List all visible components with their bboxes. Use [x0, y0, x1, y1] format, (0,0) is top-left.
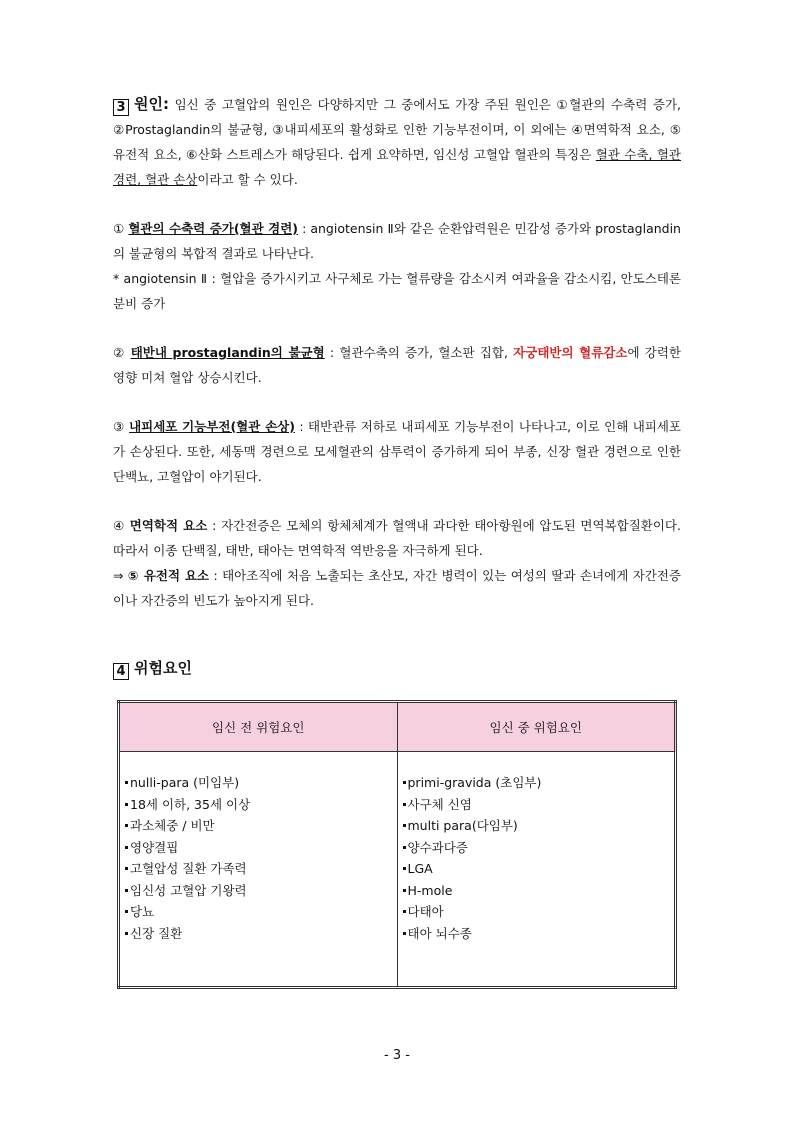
bullet-icon	[125, 824, 128, 827]
item2-text2: 에 강력한 영향 미쳐 혈압 상승시킨다.	[113, 345, 682, 385]
item1-note: * angiotensin Ⅱ : 혈압을 증가시키고 사구체로 가는 혈류량을 감소시켜 여과율을 감소시킴, 안도스테론 분비 증가	[113, 271, 681, 311]
header-during-pregnancy: 임신 중 위험요인	[397, 702, 676, 752]
list-item-text: multi para(다임부)	[407, 818, 518, 833]
list-item	[125, 837, 397, 859]
bullet-icon	[403, 824, 406, 827]
item5-text: : 태아조직에 처음 노출되는 초산모, 자간 병력이 있는 여성의 딸과 손녀에게 자간전증이나 자간증의 빈도가 높아지게 된다.	[113, 568, 682, 608]
list-item	[125, 923, 397, 945]
bullet-icon	[125, 932, 128, 935]
bullet-icon	[403, 889, 406, 892]
item4-title: 면역학적 요소	[129, 518, 208, 533]
list-item-text: 신장 질환	[130, 925, 183, 941]
list-item	[403, 837, 675, 859]
list-item	[403, 901, 675, 923]
item4-text: : 자간전증은 모체의 항체체계가 혈액내 과다한 태아항원에 압도된 면역복합질환이다. 따라서 이종 단백질, 태반, 태아는 면역학적 역반응을 자극하게 된다.	[113, 518, 681, 558]
bullet-icon	[403, 846, 406, 849]
section3-intro-text: 임신 중 고혈압의 원인은 다양하지만 그 중에서도 가장 주된 원인은 ①혈관의 수축력 증가, ②Prostaglandin의 불균형, ③내피세포의 활성화로 인한 기능부전이며, 이 외에는 ④면역학적 요소, ⑤유전적 요소, ⑥산화 스트레스가 해당된다. 쉽게 요약하면, 임신성 고혈압 혈관의 특징은	[113, 97, 681, 162]
bullet-icon	[125, 889, 128, 892]
list-item	[125, 772, 397, 794]
cause-item-1	[113, 216, 681, 266]
cause-item-5	[113, 563, 681, 613]
bullet-icon	[125, 803, 128, 806]
list-item-text: 고혈압성 질환 가족력	[130, 861, 247, 876]
section3-intro-end: 이라고 할 수 있다.	[197, 172, 298, 187]
section3-intro	[113, 92, 681, 192]
item5-number: ⑤	[127, 568, 144, 583]
item3-number: ③	[113, 419, 130, 434]
list-item	[125, 901, 397, 923]
header-before-pregnancy: 임신 전 위험요인	[119, 702, 398, 752]
section3-intro-underlined: 혈관 수축, 혈관 경련, 혈관 손상	[113, 147, 681, 187]
list-item	[125, 815, 397, 837]
risk-factor-table	[117, 700, 677, 989]
table-header-row	[119, 702, 676, 752]
section3-number-box: 3	[113, 99, 129, 116]
bullet-icon	[125, 910, 128, 913]
document-body	[113, 92, 681, 613]
bullet-icon	[125, 781, 128, 784]
bullet-icon	[125, 867, 128, 870]
during-pregnancy-list	[403, 772, 675, 944]
cause-item-4	[113, 513, 681, 563]
item2-highlight: 자궁태반의 혈류감소	[513, 345, 628, 360]
bullet-icon	[403, 803, 406, 806]
section4-heading	[113, 657, 192, 680]
bullet-icon	[125, 846, 128, 849]
cause-item-2	[113, 340, 681, 390]
bullet-icon	[403, 910, 406, 913]
item1-title: 혈관의 수축력 증가(혈관 경련)	[128, 221, 299, 236]
item2-title: 태반내 prostaglandin의 불균형	[130, 345, 325, 360]
list-item	[125, 858, 397, 880]
bullet-icon	[403, 781, 406, 784]
list-item-text: 태아 뇌수종	[407, 925, 472, 941]
list-item	[403, 923, 675, 945]
before-pregnancy-list	[125, 772, 397, 944]
cause-item-3	[113, 414, 681, 489]
list-item-text: 임신성 고혈압 기왕력	[130, 882, 247, 898]
list-item-text: primi-gravida (초임부)	[407, 775, 542, 790]
list-item-text: 18세 이하, 35세 이상	[130, 796, 251, 812]
list-item	[403, 815, 675, 837]
list-item-text: H-mole	[407, 882, 453, 898]
bullet-icon	[403, 867, 406, 870]
before-pregnancy-cell	[119, 752, 398, 988]
item2-number: ②	[113, 345, 131, 360]
list-item-text: 사구체 신염	[407, 796, 472, 812]
list-item-text: 양수과다증	[407, 839, 468, 855]
item3-title: 내피세포 기능부전(혈관 손상)	[129, 419, 295, 434]
item5-title: 유전적 요소	[143, 568, 209, 583]
page-number: - 3 -	[384, 1048, 410, 1063]
list-item	[403, 772, 675, 794]
list-item-text: 당뇨	[130, 904, 155, 919]
list-item-text: 다태아	[407, 904, 444, 919]
bullet-icon	[403, 932, 406, 935]
section3-title: 원인:	[134, 95, 169, 113]
list-item-text: 영양결핍	[130, 839, 179, 855]
list-item	[125, 880, 397, 902]
item3-text: : 태반관류 저하로 내피세포 기능부전이 나타나고, 이로 인해 내피세포가 손상된다. 또한, 세동맥 경련으로 모세혈관의 삼투력이 증가하게 되어 부종, 신장 혈관 경련으로 인한 단백뇨, 고혈압이 야기된다.	[113, 419, 682, 484]
item5-arrow: ⇒	[113, 568, 128, 583]
item2-text: : 혈관수축의 증가, 혈소판 집합,	[324, 345, 514, 360]
section4-number-box: 4	[113, 663, 129, 680]
item1-text: : angiotensin Ⅱ와 같은 순환압력원은 민감성 증가와 prostaglandin의 불균형의 복합적 결과로 나타난다.	[113, 221, 681, 261]
list-item-text: 과소체중 / 비만	[130, 818, 215, 833]
during-pregnancy-cell	[397, 752, 676, 988]
list-item	[403, 858, 675, 880]
list-item-text: LGA	[407, 861, 433, 876]
section4-title: 위험요인	[134, 659, 192, 677]
list-item	[403, 794, 675, 816]
list-item	[403, 880, 675, 902]
list-item	[125, 794, 397, 816]
item1-number: ①	[113, 221, 129, 236]
list-item-text: nulli-para (미임부)	[130, 775, 240, 790]
table-row	[119, 752, 676, 988]
item4-number: ④	[113, 518, 130, 533]
